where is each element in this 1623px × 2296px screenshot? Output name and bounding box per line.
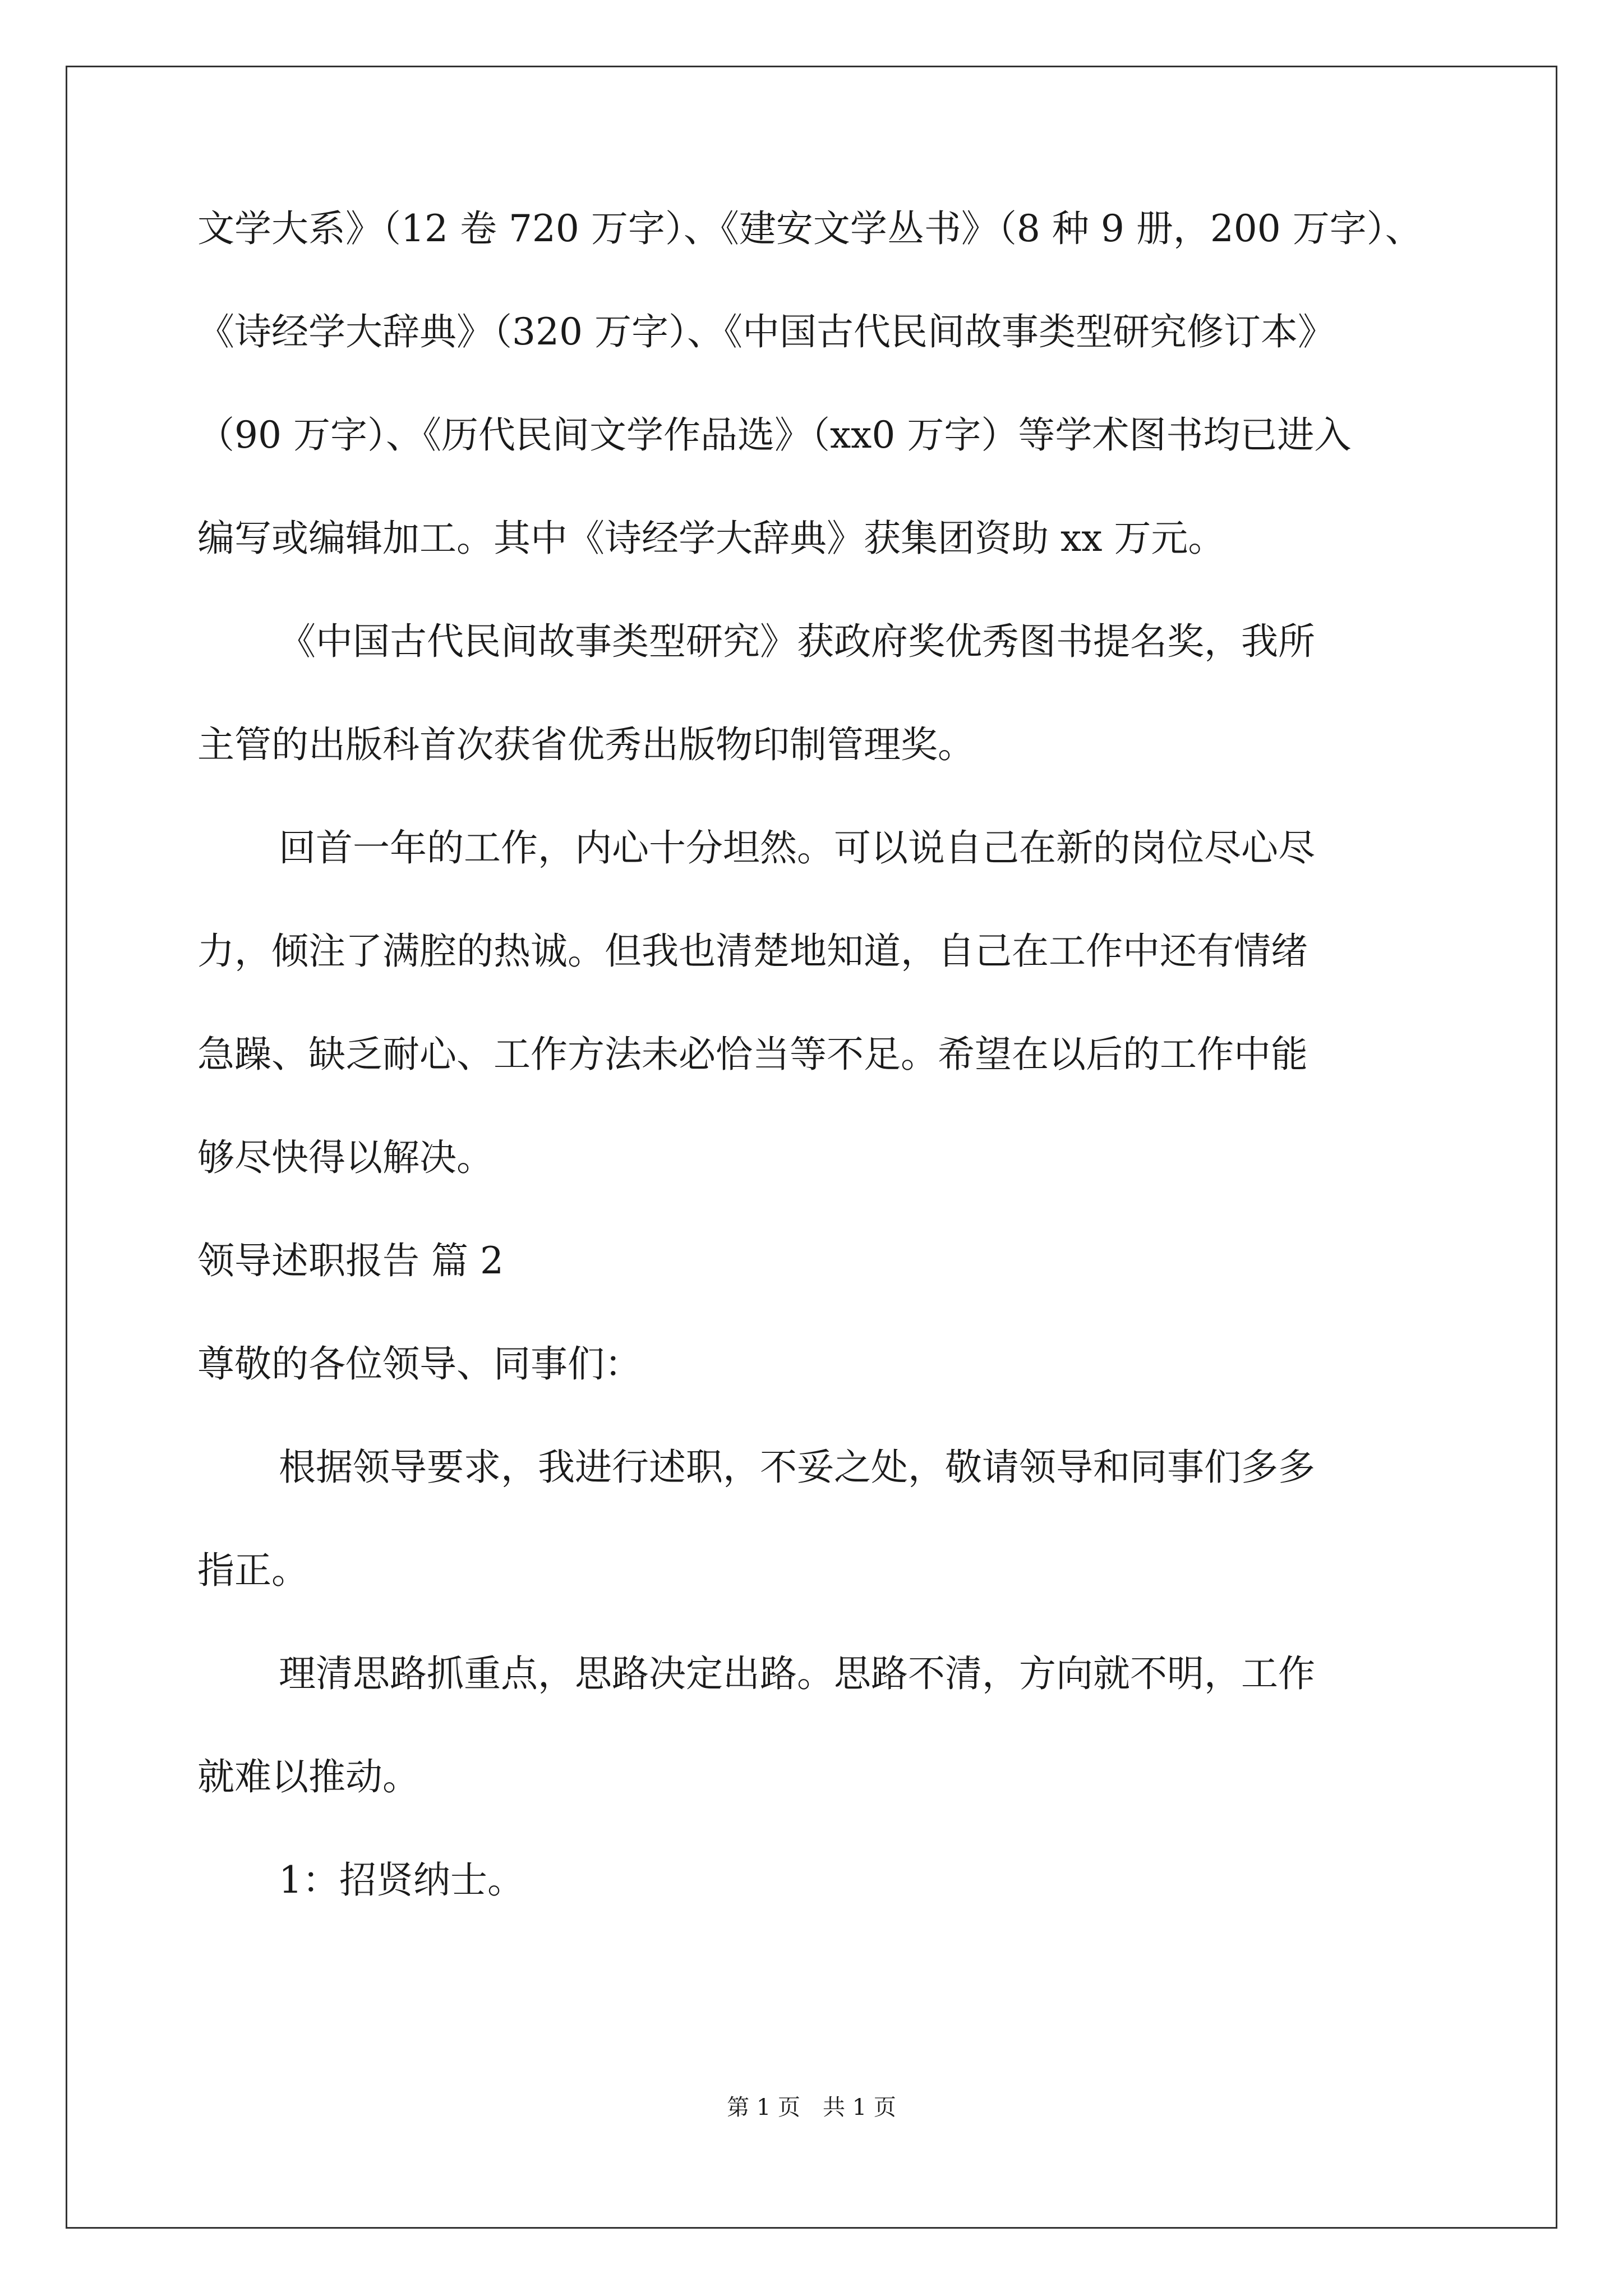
body-line: 主管的出版科首次获省优秀出版物印制管理奖。 — [197, 723, 975, 766]
list-item: 1：招贤纳士。 — [279, 1858, 524, 1902]
paragraph-start: 理清思路抓重点，思路决定出路。思路不清，方向就不明，工作 — [279, 1652, 1315, 1695]
body-line: 力，倾注了满腔的热诚。但我也清楚地知道，自己在工作中还有情绪 — [197, 930, 1308, 973]
salutation: 尊敬的各位领导、同事们： — [197, 1342, 642, 1386]
paragraph-start: 回首一年的工作，内心十分坦然。可以说自己在新的岗位尽心尽 — [279, 826, 1315, 869]
section-heading: 领导述职报告 篇 2 — [197, 1239, 504, 1282]
body-line: 指正。 — [197, 1549, 308, 1592]
paragraph-start: 根据领导要求，我进行述职，不妥之处，敬请领导和同事们多多 — [279, 1446, 1315, 1489]
body-line: 文学大系》（12 卷 720 万字）、《建安文学丛书》（8 种 9 册，200 万字）、 — [197, 207, 1422, 250]
page-footer: 第 1 页 共 1 页 — [727, 2095, 896, 2120]
body-line: 够尽快得以解决。 — [197, 1136, 494, 1179]
body-line: 就难以推动。 — [197, 1755, 419, 1798]
body-line: 急躁、缺乏耐心、工作方法未必恰当等不足。希望在以后的工作中能 — [197, 1033, 1308, 1076]
paragraph-start: 《中国古代民间故事类型研究》获政府奖优秀图书提名奖，我所 — [279, 620, 1315, 663]
body-line: 编写或编辑加工。其中《诗经学大辞典》获集团资助 xx 万元。 — [197, 517, 1225, 560]
body-line: （90 万字）、《历代民间文学作品选》（xx0 万字）等学术图书均已进入 — [197, 413, 1352, 457]
body-line: 《诗经学大辞典》（320 万字）、《中国古代民间故事类型研究修订本》 — [197, 310, 1335, 353]
